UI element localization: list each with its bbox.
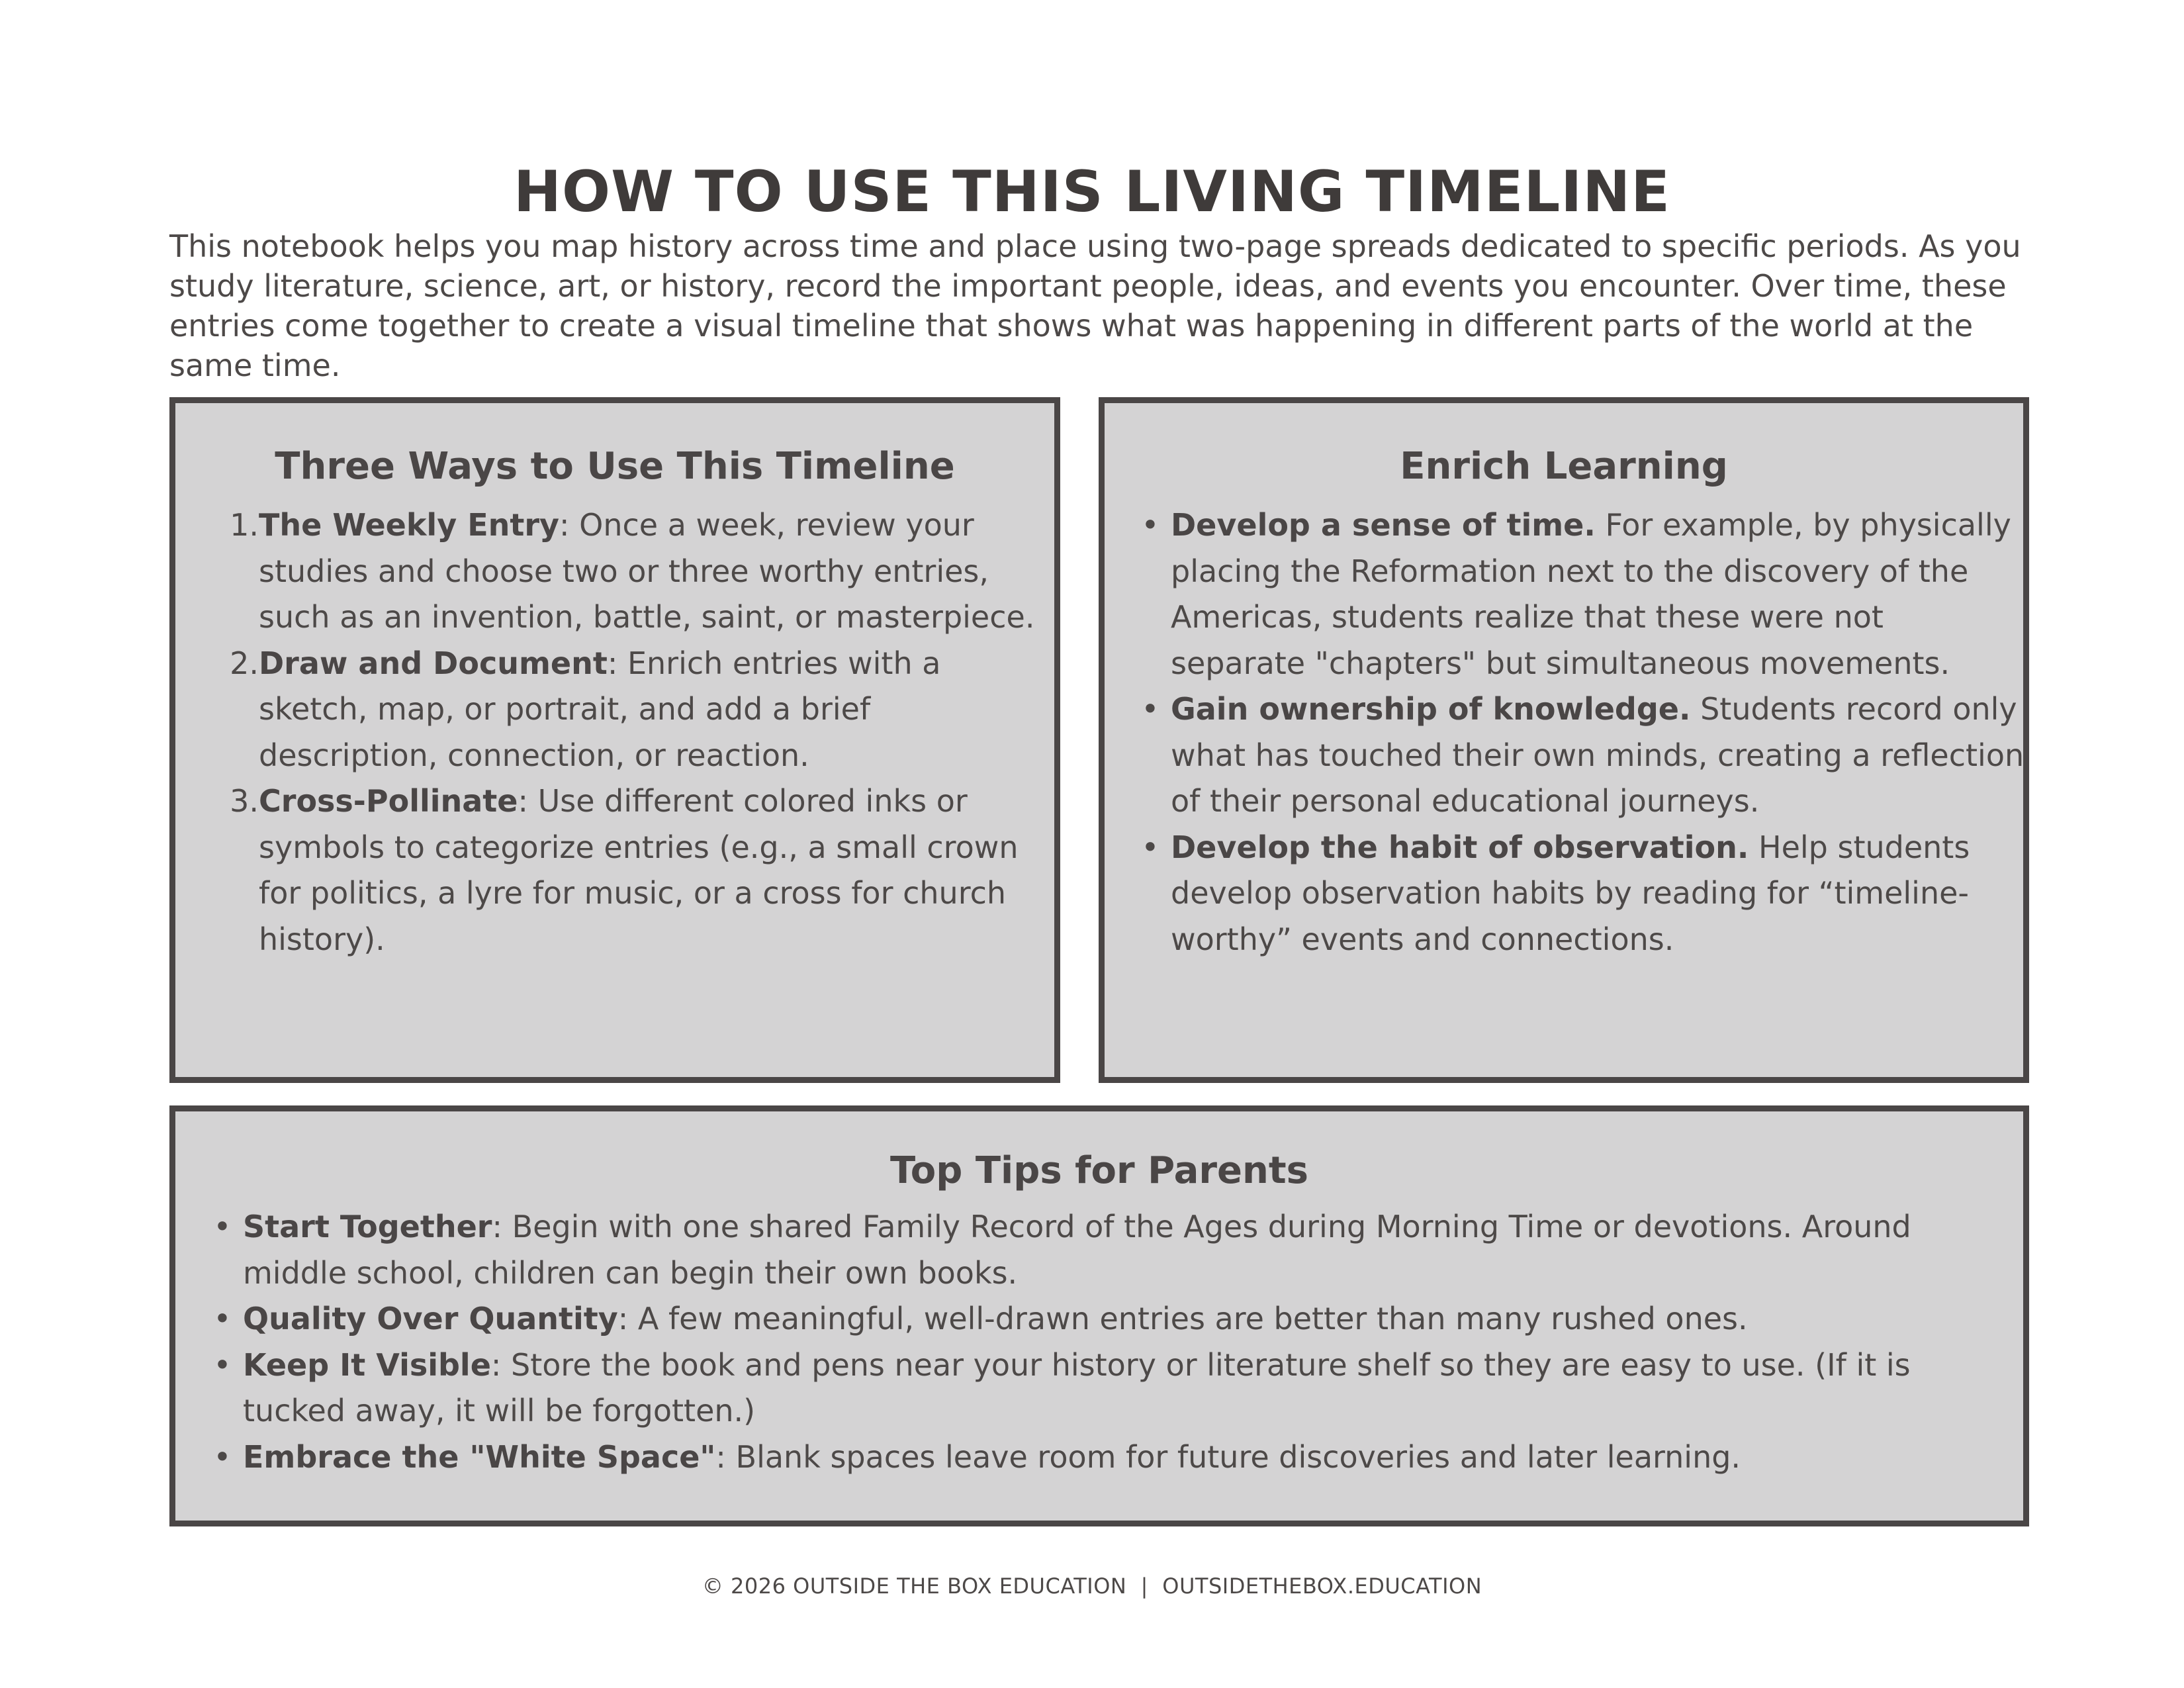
item-text: For example, by physically placing the Reformation next to the discovery of the Americas, students realize that these were not separate "chapters" but simultaneous movements. <box>1171 507 2011 681</box>
enrich-learning-heading: Enrich Learning <box>1400 445 1728 488</box>
item-bold-label: Quality Over Quantity <box>243 1301 618 1336</box>
top-tips-heading: Top Tips for Parents <box>890 1149 1308 1192</box>
enrich-item <box>1141 502 2025 686</box>
item-bold-label: Develop the habit of observation. <box>1171 829 1749 865</box>
three-ways-list <box>230 502 1046 962</box>
item-text: : Store the book and pens near your history or literature shelf so they are easy to use. (If it is tucked away, it will be forgotten.) <box>243 1346 1911 1429</box>
item-bold-label: Start Together <box>243 1209 492 1244</box>
item-number: 2. <box>230 645 259 681</box>
item-bold-label: The Weekly Entry <box>259 507 560 543</box>
tip-item <box>213 1296 2003 1342</box>
bullet-icon: • <box>213 1438 232 1475</box>
item-text: : A few meaningful, well-drawn entries are better than many rushed ones. <box>617 1301 1748 1336</box>
item-number: 3. <box>230 783 259 819</box>
item-bold-label: Draw and Document <box>259 645 608 681</box>
item-bold-label: Embrace the "White Space" <box>243 1438 716 1475</box>
top-tips-list <box>213 1204 2003 1480</box>
item-bold-label: Gain ownership of knowledge. <box>1171 691 1691 727</box>
item-text: : Begin with one shared Family Record of the Ages during Morning Time or devotions. Around middle school, children can begin their own books. <box>243 1209 1911 1291</box>
bullet-icon: • <box>1141 507 1160 543</box>
item-bold-label: Cross-Pollinate <box>259 783 518 819</box>
three-ways-box <box>169 397 1060 1083</box>
page-title: HOW TO USE THIS LIVING TIMELINE <box>514 159 1670 225</box>
enrich-item <box>1141 686 2025 825</box>
item-text: Students record only what has touched their own minds, creating a reflection of their personal educational journeys. <box>1171 691 2025 819</box>
footer-copyright: © 2026 OUTSIDE THE BOX EDUCATION | OUTSIDETHEBOX.EDUCATION <box>702 1573 1482 1599</box>
item-text: Help students develop observation habits by reading for “timeline-worthy” events and connections. <box>1171 829 1970 957</box>
three-ways-item <box>230 641 1046 779</box>
bullet-icon: • <box>1141 691 1160 727</box>
item-text: : Blank spaces leave room for future discoveries and later learning. <box>715 1438 1741 1475</box>
three-ways-item <box>230 778 1046 962</box>
tip-item <box>213 1342 2003 1434</box>
bullet-icon: • <box>213 1209 232 1244</box>
three-ways-item <box>230 502 1046 641</box>
item-number: 1. <box>230 507 259 543</box>
bullet-icon: • <box>1141 829 1160 865</box>
tip-item <box>213 1204 2003 1296</box>
enrich-learning-list <box>1141 502 2025 962</box>
item-text: : Once a week, review your studies and choose two or three worthy entries, such as an invention, battle, saint, or masterpiece. <box>259 507 1035 635</box>
enrich-learning-box <box>1099 397 2029 1083</box>
item-bold-label: Keep It Visible <box>243 1346 491 1383</box>
tip-item <box>213 1434 2003 1481</box>
bullet-icon: • <box>213 1301 232 1336</box>
item-text: : Use different colored inks or symbols to categorize entries (e.g., a small crown for politics, a lyre for music, or a cross for church history). <box>259 783 1019 957</box>
three-ways-heading: Three Ways to Use This Timeline <box>275 445 955 488</box>
top-tips-box <box>169 1105 2029 1526</box>
item-text: : Enrich entries with a sketch, map, or portrait, and add a brief description, connection, or reaction. <box>259 645 941 773</box>
item-bold-label: Develop a sense of time. <box>1171 507 1596 543</box>
intro-paragraph: This notebook helps you map history across time and place using two-page spreads dedicated to specific periods. As you study literature, science, art, or history, record the important people, ideas, and events you encounter. Over time, these entries come together to create a visual timeline that shows what was happening in different parts of the world at the same time. <box>169 228 2021 383</box>
enrich-item <box>1141 825 2025 963</box>
bullet-icon: • <box>213 1346 232 1383</box>
